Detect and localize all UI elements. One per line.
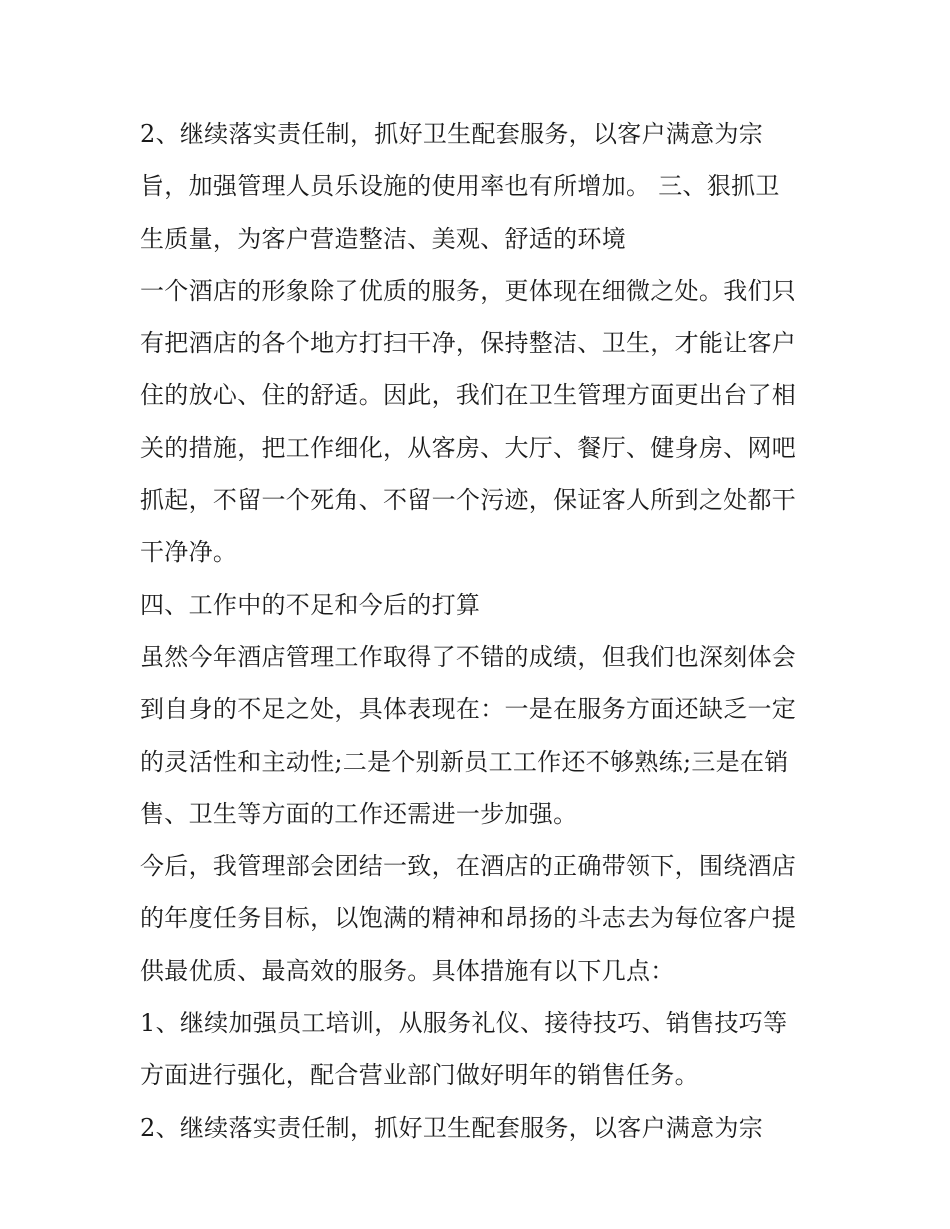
document-page (140, 108, 820, 1154)
text-line: 一个酒店的形象除了优质的服务，更体现在细微之处。我们只 (140, 276, 797, 305)
text-line: 2、继续落实责任制，抓好卫生配套服务，以客户满意为宗 (140, 1113, 764, 1142)
text-line: 1、继续加强员工培训，从服务礼仪、接待技巧、销售技巧等 (140, 1009, 788, 1038)
section-heading: 四、工作中的不足和今后的打算 (140, 590, 481, 619)
text-line: 关的措施，把工作细化，从客房、大厅、餐厅、健身房、网吧 (140, 433, 797, 462)
text-line: 虽然今年酒店管理工作取得了不错的成绩，但我们也深刻体会 (140, 642, 797, 671)
text-line: 有把酒店的各个地方打扫干净，保持整洁、卫生，才能让客户 (140, 329, 797, 358)
text-line: 到自身的不足之处，具体表现在：一是在服务方面还缺乏一定 (140, 695, 797, 724)
text-line: 方面进行强化，配合营业部门做好明年的销售任务。 (140, 1061, 699, 1090)
text-line: 的灵活性和主动性;二是个别新员工工作还不够熟练;三是在销 (140, 747, 789, 776)
text-line: 抓起，不留一个死角、不留一个污迹，保证客人所到之处都干 (140, 486, 797, 515)
text-line: 住的放心、住的舒适。因此，我们在卫生管理方面更出台了相 (140, 381, 797, 410)
text-line: 2、继续落实责任制，抓好卫生配套服务，以客户满意为宗 (140, 120, 764, 148)
text-line: 生质量，为客户营造整洁、美观、舒适的环境 (140, 224, 626, 253)
text-line: 的年度任务目标，以饱满的精神和昂扬的斗志去为每位客户提 (140, 904, 797, 933)
text-line: 供最优质、最高效的服务。具体措施有以下几点： (140, 956, 675, 985)
text-line: 售、卫生等方面的工作还需进一步加强。 (140, 799, 578, 828)
text-line: 干净净。 (140, 538, 238, 567)
text-line: 今后，我管理部会团结一致，在酒店的正确带领下，围绕酒店 (140, 852, 797, 881)
text-line: 旨，加强管理人员乐设施的使用率也有所增加。 三、狠抓卫 (140, 172, 780, 201)
